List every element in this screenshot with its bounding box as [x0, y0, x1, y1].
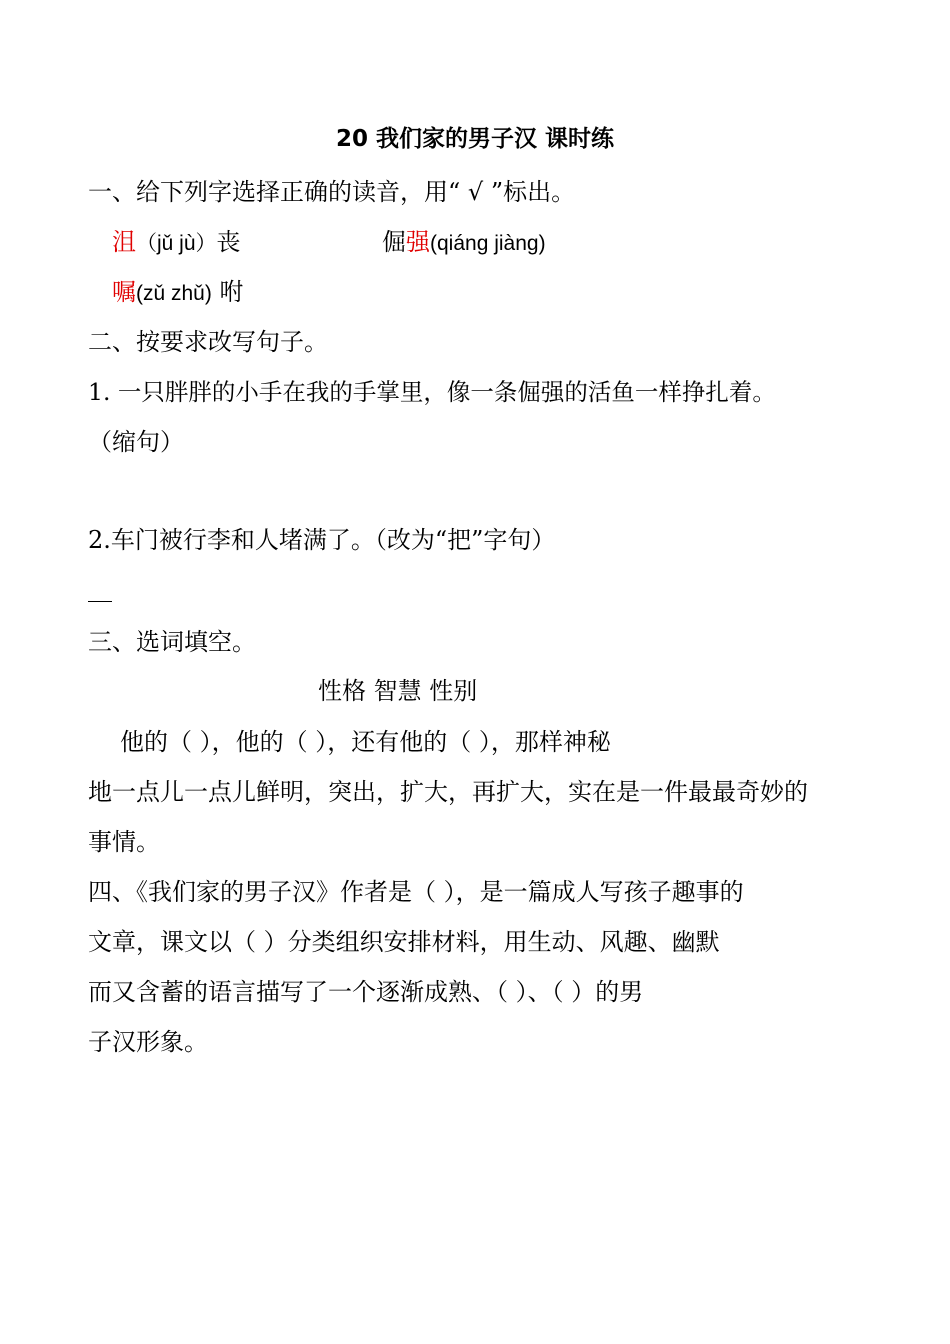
word-choices: 性格 智慧 性别 [318, 677, 478, 705]
section3-heading: 三、选词填空。 [88, 628, 256, 656]
section1-heading: 一、给下列字选择正确的读音，用“ √ ”标出。 [88, 178, 576, 206]
section2-question-1-instruction: （缩句） [88, 428, 184, 456]
target-char-1: 沮 [112, 228, 136, 256]
section2-question-1: 1. 一只胖胖的小手在我的手掌里，像一条倔强的活鱼一样挣扎着。 [88, 378, 776, 406]
word-prefix-2: 倔 [382, 228, 406, 256]
section3-line-2: 地一点儿一点儿鲜明，突出，扩大，再扩大，实在是一件最最奇妙的 [88, 778, 808, 806]
section3-line-1: 他的（ ），他的（ ），还有他的（ ），那样神秘 [120, 728, 611, 756]
section3-line-3: 事情。 [88, 828, 160, 856]
word-rest-1: 丧 [216, 228, 241, 256]
pinyin-options-2: (qiáng jiàng) [430, 232, 546, 255]
section2-heading: 二、按要求改写句子。 [88, 328, 328, 356]
target-char-3: 嘱 [112, 278, 136, 306]
pinyin-options-3: (zǔ zhǔ) [136, 282, 212, 305]
pinyin-item-1 [112, 226, 241, 260]
answer-blank-line [88, 601, 112, 602]
section2-question-2: 2.车门被行李和人堵满了。（改为“把”字句） [88, 526, 556, 554]
target-char-2: 强 [406, 228, 430, 256]
pinyin-item-3 [112, 276, 244, 310]
pinyin-item-2 [382, 226, 546, 260]
section4-line-1: 四、《我们家的男子汉》作者是（ ），是一篇成人写孩子趣事的 [88, 878, 744, 906]
pinyin-options-1: （jǔ jù） [136, 232, 217, 255]
word-rest-3: 咐 [211, 278, 244, 306]
section4-line-4: 子汉形象。 [88, 1028, 208, 1056]
section4-line-3: 而又含蓄的语言描写了一个逐渐成熟、（ ）、（ ）的男 [88, 978, 644, 1006]
section4-line-2: 文章，课文以（ ）分类组织安排材料，用生动、风趣、幽默 [88, 928, 720, 956]
page-title: 20 我们家的男子汉 课时练 [335, 126, 615, 152]
